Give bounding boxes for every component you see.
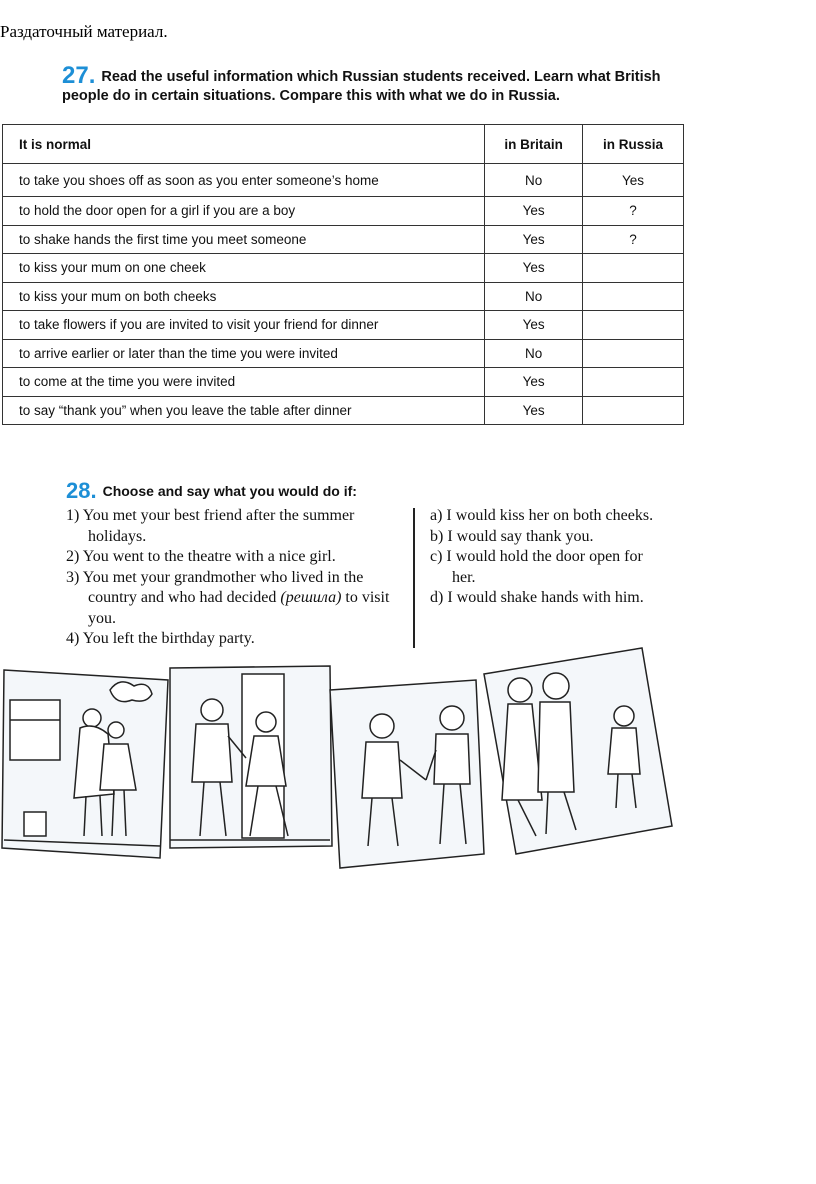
exercise-28-title [66,478,357,504]
britain-value: Yes [485,225,583,254]
table-row [3,282,684,311]
situation-tail: to visit you. [88,589,390,627]
table-row [3,396,684,425]
table-row [3,339,684,368]
britain-value: Yes [485,254,583,283]
answer-item: d) I would shake hands with him. [430,589,644,606]
row-text: to shake hands the first time you meet someone [3,225,485,254]
exercise-27-instructions: Read the useful information which Russian students received. Learn what British people do in certain situations. Compare this with what we do in Russia. [62,69,661,104]
row-text: to say “thank you” when you leave the table after dinner [3,396,485,425]
table-row [3,254,684,283]
table-header-row [3,125,684,164]
table-row [3,311,684,340]
exercise-28-instructions: Choose and say what you would do if: [102,483,357,499]
britain-value: No [485,164,583,197]
britain-value: Yes [485,396,583,425]
illustration-leaving-party [484,648,672,854]
russia-value [583,254,684,283]
russia-value [583,396,684,425]
answers-list [430,506,660,609]
russia-value [583,368,684,397]
situation-russian-word: (решила) [280,589,342,606]
table-row [3,197,684,226]
norms-table [2,124,684,425]
situation-item: 4) You left the birthday party. [66,630,255,647]
exercise-27-title [62,62,702,106]
situation-item: 2) You went to the theatre with a nice girl. [66,548,336,565]
column-header: in Russia [583,125,684,164]
britain-value: Yes [485,311,583,340]
britain-value: No [485,282,583,311]
row-text: to take flowers if you are invited to visit your friend for dinner [3,311,485,340]
britain-value: Yes [485,368,583,397]
illustrations [0,640,816,880]
russia-value [583,339,684,368]
russia-value [583,311,684,340]
situations-list [66,506,396,650]
answer-item: a) I would kiss her on both cheeks. [430,507,654,524]
britain-value: Yes [485,197,583,226]
table-row [3,368,684,397]
illustration-grandmother-hug [2,670,168,858]
illustration-handshake [330,680,484,868]
row-text: to arrive earlier or later than the time you were invited [3,339,485,368]
page-header: Раздаточный материал. [0,22,168,41]
situation-text: 3) You met your grandmother who lived in the country and who had decided [66,568,364,606]
answer-item: c) I would hold the door open for her. [430,548,643,586]
row-text: to kiss your mum on one cheek [3,254,485,283]
situation-item [66,568,396,630]
row-text: to hold the door open for a girl if you are a boy [3,197,485,226]
britain-value: No [485,339,583,368]
table-row [3,225,684,254]
row-text: to kiss your mum on both cheeks [3,282,485,311]
column-header: It is normal [3,125,485,164]
exercise-27-number: 27. [62,62,96,89]
row-text: to take you shoes off as soon as you enter someone’s home [3,164,485,197]
column-header: in Britain [485,125,583,164]
table-row [3,164,684,197]
situation-item: 1) You met your best friend after the summer holidays. [66,507,355,545]
exercise-28-number: 28. [66,478,97,503]
russia-value [583,282,684,311]
russia-value: Yes [583,164,684,197]
column-divider [413,508,415,648]
row-text: to come at the time you were invited [3,368,485,397]
russia-value: ? [583,197,684,226]
answer-item: b) I would say thank you. [430,527,594,545]
illustration-door-opening [170,666,332,848]
russia-value: ? [583,225,684,254]
